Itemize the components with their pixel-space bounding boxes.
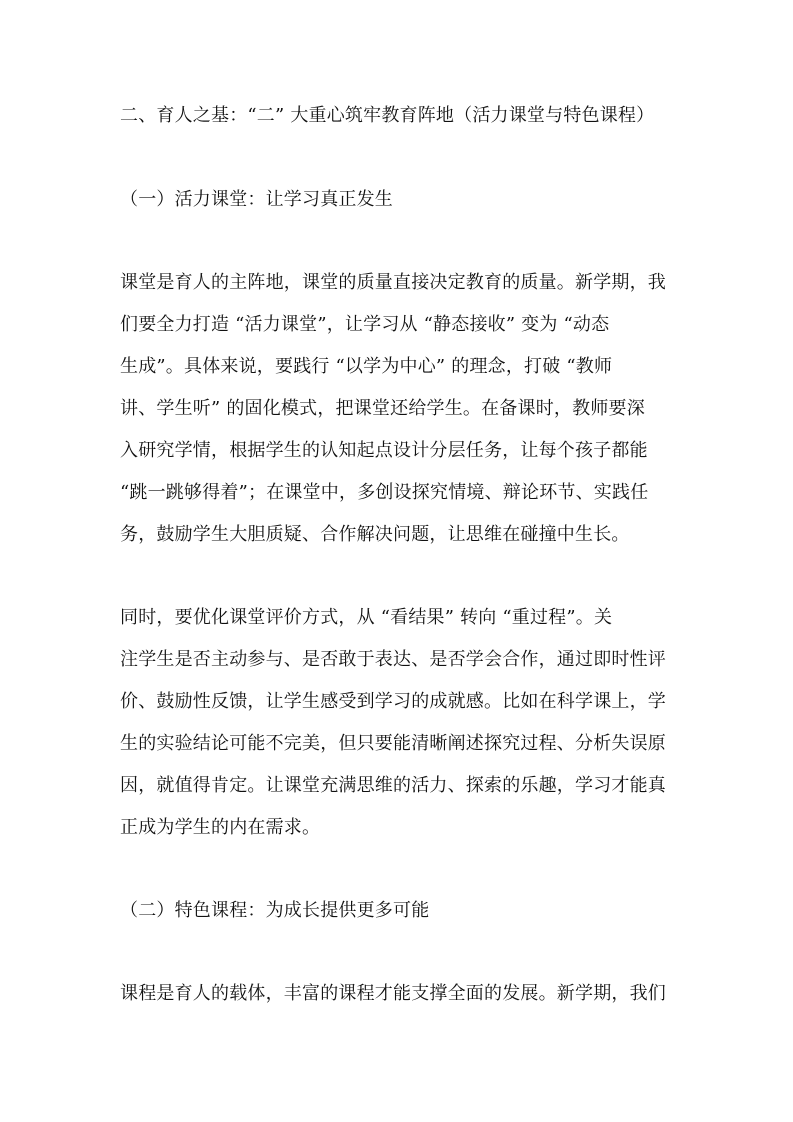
paragraph-line: 正成为学生的内在需求。 (120, 817, 321, 838)
paragraph-line: 注学生是否主动参与、是否敢于表达、是否学会合作，通过即时性评 (120, 649, 666, 670)
paragraph-line: 入研究学情，根据学生的认知起点设计分层任务，让每个孩子都能 (120, 440, 648, 461)
subsection-title-1: （一）活力课堂：让学习真正发生 (120, 189, 393, 210)
paragraph-line: “跳一跳够得着”；在课堂中，多创设探究情境、辩论环节、实践任 (120, 482, 649, 503)
document-page (120, 0, 680, 1122)
paragraph-line: 同时，要优化课堂评价方式，从 “看结果” 转向 “重过程”。关 (120, 607, 613, 628)
paragraph-line: 因，就值得肯定。让课堂充满思维的活力、探索的乐趣，学习才能真 (120, 775, 666, 796)
section-title: 二、育人之基：“二” 大重心筑牢教育阵地（活力课堂与特色课程） (120, 105, 655, 126)
paragraph-line: 课堂是育人的主阵地，课堂的质量直接决定教育的质量。新学期，我 (120, 272, 666, 293)
paragraph-line: 课程是育人的载体，丰富的课程才能支撑全面的发展。新学期，我们 (120, 983, 666, 1004)
paragraph-line: 讲、学生听” 的固化模式，把课堂还给学生。在备课时，教师要深 (120, 398, 645, 419)
paragraph-line: 们要全力打造 “活力课堂”，让学习从 “静态接收” 变为 “动态 (120, 314, 610, 335)
paragraph-line: 务，鼓励学生大胆质疑、合作解决问题，让思维在碰撞中生长。 (120, 524, 630, 545)
subsection-title-2: （二）特色课程：为成长提供更多可能 (120, 900, 430, 921)
paragraph-line: 生的实验结论可能不完美，但只要能清晰阐述探究过程、分析失误原 (120, 733, 666, 754)
paragraph-line: 价、鼓励性反馈，让学生感受到学习的成就感。比如在科学课上，学 (120, 691, 666, 712)
paragraph-line: 生成”。具体来说，要践行 “以学为中心” 的理念，打破 “教师 (120, 356, 613, 377)
